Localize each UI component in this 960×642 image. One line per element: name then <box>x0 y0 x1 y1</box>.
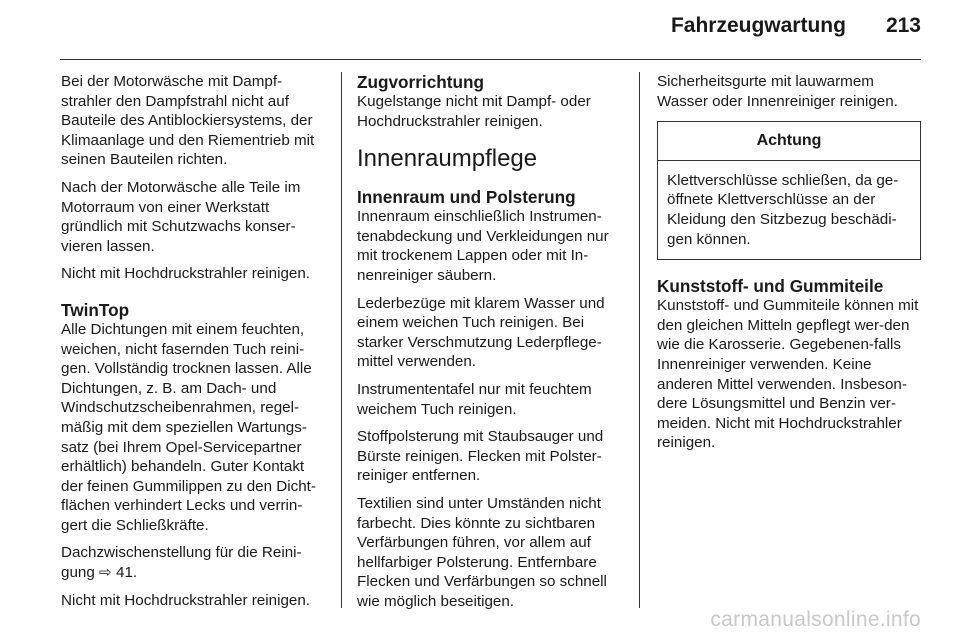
paragraph: Instrumententafel nur mit feuchtem weichem Tuch reinigen. <box>357 380 592 418</box>
paragraph: Kunststoff- und Gummiteile können mit den gleichen Mitteln gepflegt wer-den wie die Karosserie. Gegebenen-falls Innenreiniger verwenden. Keine anderen Mittel verwenden. Insbeson-dere Lösungsmittel und Benzin ver-meiden. Nicht mit Hochdruckstrahler reinigen. <box>657 297 919 452</box>
arrow-right-icon: ⇨ <box>99 564 112 582</box>
warning-heading: Achtung <box>658 122 920 161</box>
paragraph: Textilien sind unter Umständen nicht farbecht. Dies könnte zu sichtbaren Verfärbungen führen, vor allem auf hellfarbiger Polsterung. Entfernbare Flecken und Verfärbungen so schnell wie möglich beseitigen. <box>357 494 607 610</box>
section-title: Fahrzeugwartung <box>670 14 846 37</box>
column-divider-1 <box>341 72 342 608</box>
paragraph: Sicherheitsgurte mit lauwarmem Wasser oder Innenreiniger reinigen. <box>657 73 898 110</box>
paragraph: Kugelstange nicht mit Dampf- oder Hochdruckstrahler reinigen. <box>357 93 591 130</box>
page-reference-link[interactable]: 41 <box>116 564 133 582</box>
paragraph: Nach der Motorwäsche alle Teile im Motorraum von einer Werkstatt gründlich mit Schutzwachs konser-vieren lassen. <box>61 178 301 255</box>
warning-box <box>657 121 921 260</box>
paragraph: Alle Dichtungen mit einem feuchten, weichen, nicht fasernden Tuch reini-gen. Vollständig trocknen lassen. Alle Dichtungen, z. B. am Dach- und Windschutzscheibenrahmen, regel-mäßig mit dem speziellen Wartungs-satz (bei Ihrem Opel-Servicepartner erhältlich) behandeln. Guter Kontakt der feinen Gummilippen zu den Dicht-flächen verhindert Lecks und verrin-gert die Schließkräfte. <box>61 320 316 534</box>
column-2 <box>357 72 624 619</box>
warning-text: Klettverschlüsse schließen, da ge-öffnete Klettverschlüsse an der Kleidung den Sitzbezug beschädi-gen können. <box>667 171 899 248</box>
paragraph: Stoffpolsterung mit Staubsauger und Bürste reinigen. Flecken mit Polster-reiniger entfernen. <box>357 428 604 485</box>
column-3 <box>657 72 921 461</box>
column-1 <box>61 72 327 618</box>
zugvorrichtung-heading: Zugvorrichtung <box>357 72 484 92</box>
paragraph: Bei der Motorwäsche mit Dampf-strahler den Dampfstrahl nicht auf Bauteile des Antiblockiersystems, der Klimaanlage und den Riementrieb mit seinen Bauteilen richten. <box>61 73 315 169</box>
page-header <box>0 14 921 48</box>
paragraph: Nicht mit Hochdruckstrahler reinigen. <box>61 265 310 283</box>
watermark: carmanualsonline.info <box>710 608 921 631</box>
page-number: 213 <box>885 14 921 37</box>
twintop-heading: TwinTop <box>61 299 130 320</box>
subsection-heading: Innenraum und Polsterung <box>357 187 576 208</box>
section-heading: Innenraumpflege <box>357 145 538 173</box>
paragraph: Nicht mit Hochdruckstrahler reinigen. <box>61 591 310 609</box>
paragraph-text: Dachzwischenstellung für die Reini-gung <box>61 544 302 582</box>
column-divider-2 <box>639 72 640 608</box>
kunststoff-heading: Kunststoff- und Gummiteile <box>657 276 884 297</box>
header-rule <box>60 59 921 60</box>
paragraph: Innenraum einschließlich Instrumen-tenabdeckung und Verkleidungen nur mit trockenem Lappen oder mit In-nenreiniger säubern. <box>357 208 609 284</box>
paragraph-with-reference: Dachzwischenstellung für die Reini-gung ⇨ 41. <box>61 544 302 582</box>
paragraph: Lederbezüge mit klarem Wasser und einem weichen Tuch reinigen. Bei starker Verschmutzung Lederpflege-mittel verwenden. <box>357 294 605 371</box>
